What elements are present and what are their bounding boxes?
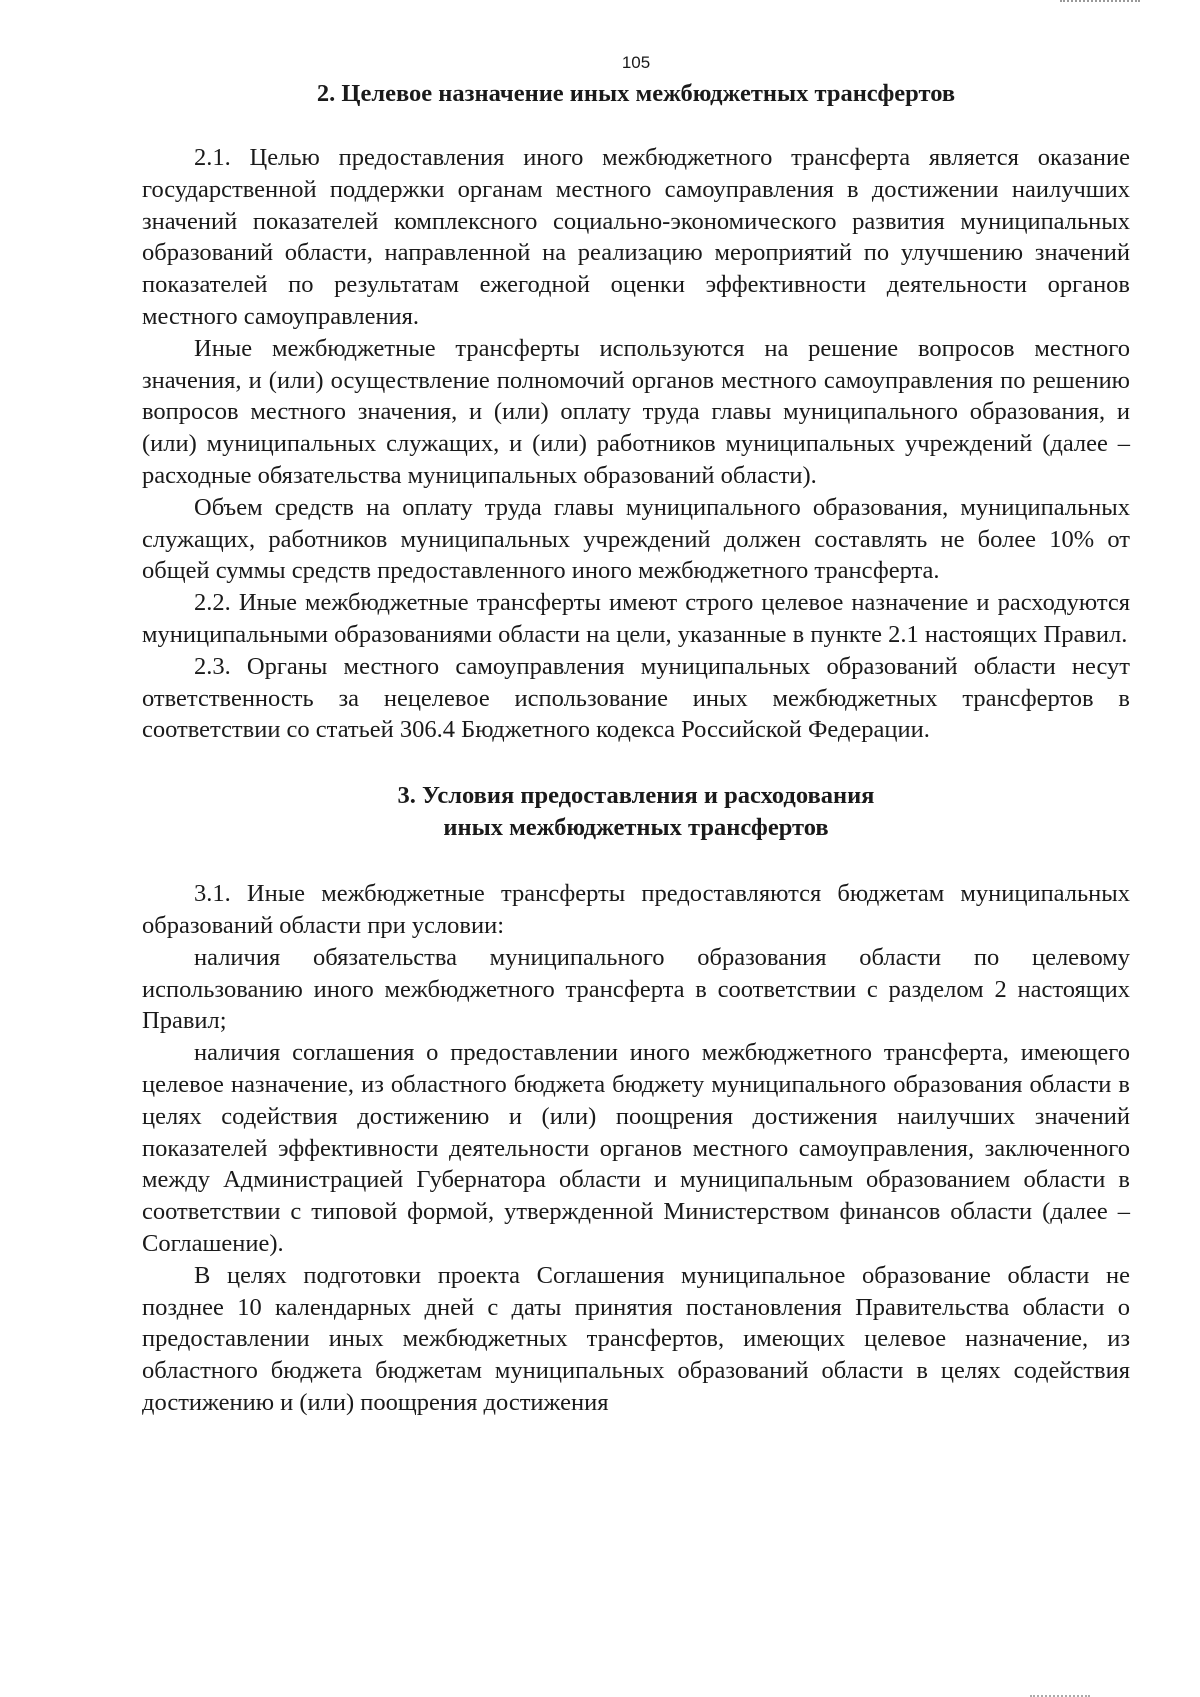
document-page [142,40,1130,1419]
section-2-body [142,142,1130,746]
paragraph-3-1-preparation: В целях подготовки проекта Соглашения муниципальное образование области не позднее 10 календарных дней с даты принятия постановления Правительства области о предоставлении иных межбюджетных трансфертов, имеющих целевое назначение, из областного бюджета бюджетам муниципальных образований области в целях содействия достижению и (или) поощрения достижения [142,1261,1130,1416]
paragraph-2-2: 2.2. Иные межбюджетные трансферты имеют строго целевое назначение и расходуются муниципальными образованиями области на цели, указанные в пункте 2.1 настоящих Правил. [142,589,1130,648]
paragraph-2-1-limit: Объем средств на оплату труда главы муниципального образования, муниципальных служащих, работников муниципальных учреждений должен составлять не более 10% от общей суммы средств предоставленного иного межбюджетного трансферта. [142,493,1130,585]
section-3-body [142,878,1130,1419]
paragraph-2-1-uses: Иные межбюджетные трансферты используются на решение вопросов местного значения, и (или) осуществление полномочий органов местного самоуправления по решению вопросов местного значения, и (или) оплату труда главы муниципального образования, и (или) муниципальных служащих, и (или) работников муниципальных учреждений (далее – расходные обязательства муниципальных образований области). [142,334,1130,489]
paragraph-2-1: 2.1. Целью предоставления иного межбюджетного трансферта является оказание государственной поддержки органам местного самоуправления в достижении наилучших значений показателей комплексного социально-экономического развития муниципальных образований области, направленной на реализацию мероприятий по улучшению значений показателей по результатам ежегодной оценки эффективности деятельности органов местного самоуправления. [142,144,1130,330]
paragraph-3-1-condition-obligation: наличия обязательства муниципального образования области по целевому использованию иного межбюджетного трансферта в соответствии с разделом 2 настоящих Правил; [142,943,1130,1035]
section-3-heading-line-1: 3. Условия предоставления и расходования [397,782,875,810]
section-2-heading: 2. Целевое назначение иных межбюджетных трансфертов [316,80,956,107]
paragraph-3-1-condition-agreement: наличия соглашения о предоставлении иного межбюджетного трансферта, имеющего целевое назначение, из областного бюджета бюджету муниципального образования области в целях содействия достижению и (или) поощрения достижения наилучших значений показателей эффективности деятельности органов местного самоуправления, заключенного между Администрацией Губернатора области и муниципальным образованием области в соответствии с типовой формой, утвержденной Министерством финансов области (далее –Соглашение). [142,1039,1130,1257]
paragraph-3-1: 3.1. Иные межбюджетные трансферты предоставляются бюджетам муниципальных образований области при условии: [142,880,1130,939]
section-3-heading-line-2: иных межбюджетных трансфертов [443,814,829,842]
paragraph-2-3: 2.3. Органы местного самоуправления муниципальных образований области несут ответственность за нецелевое использование иных межбюджетных трансфертов в соответствии со статьей 306.4 Бюджетного кодекса Российской Федерации. [142,652,1130,744]
scan-artifact-top [1060,0,1140,8]
scan-artifact-bottom [1030,1691,1090,1697]
section-3-heading [142,780,1130,844]
page-number: 105 [621,53,651,72]
